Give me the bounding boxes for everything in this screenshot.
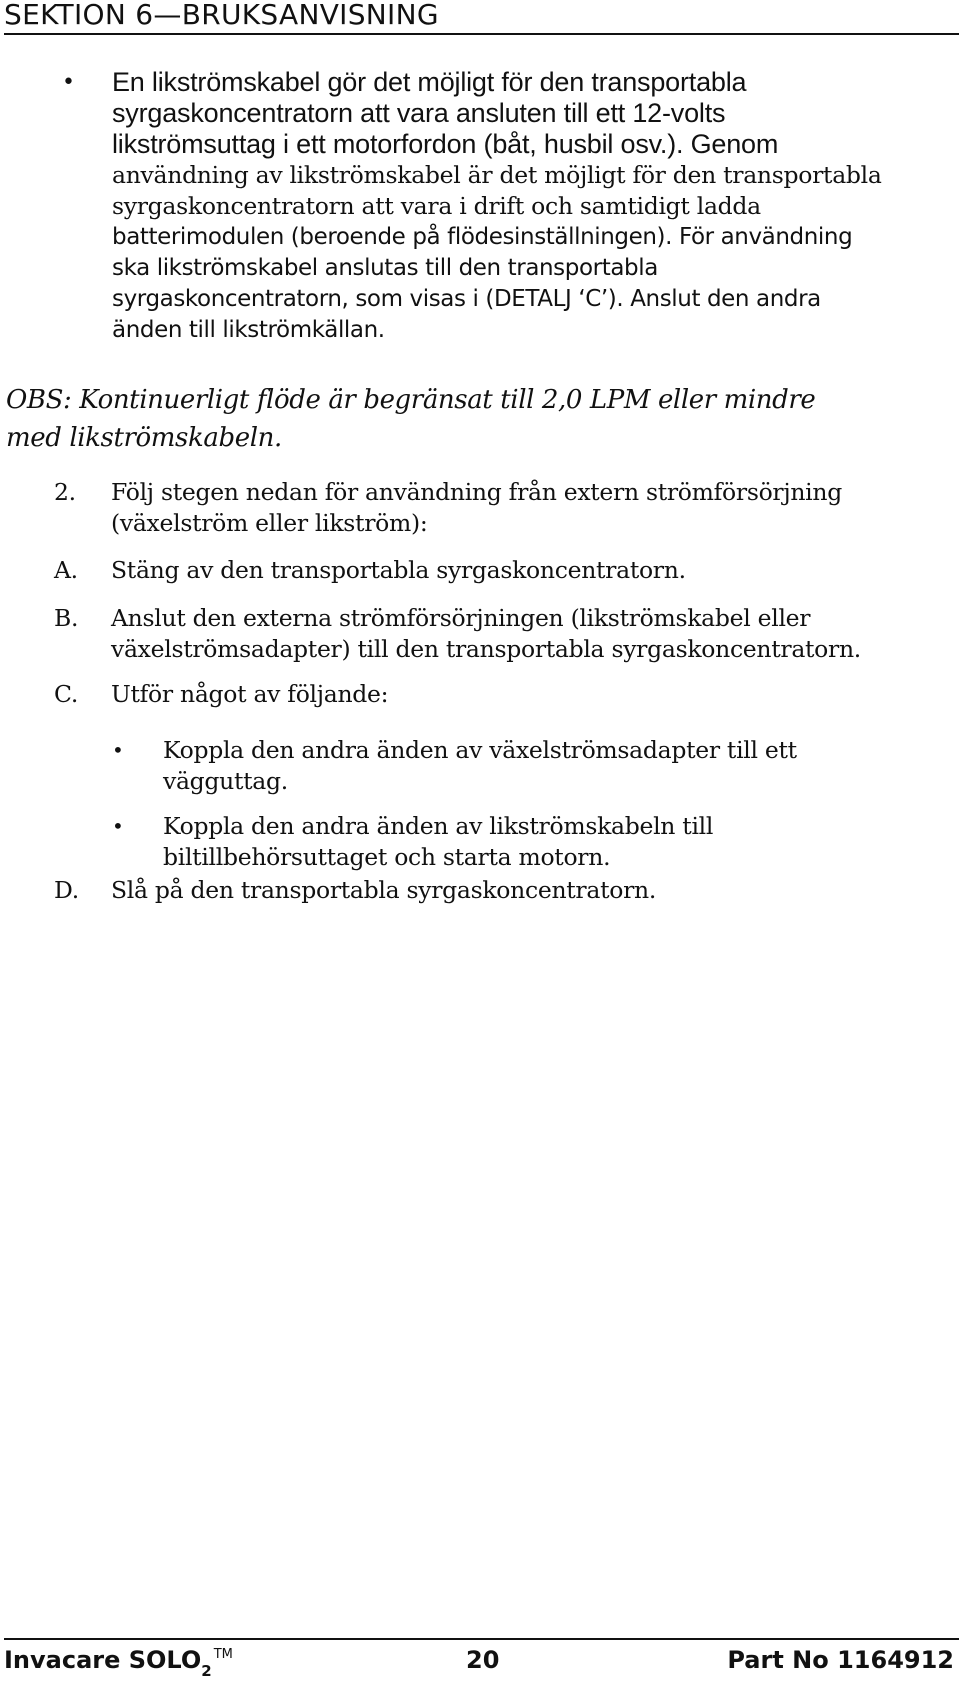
bullet-marker: • [112,738,124,762]
paragraph-line: batterimodulen (beroende på flödesinställningen). För användning [112,224,853,250]
substep-text: Slå på den transportabla syrgaskoncentratorn. [111,876,657,904]
footer-divider [4,1638,959,1640]
substep-text: Stäng av den transportabla syrgaskoncentratorn. [111,556,686,584]
page-number: 20 [466,1646,500,1674]
step-number: 2. [54,478,76,506]
footer-brand [4,1646,233,1680]
paragraph-line: En likströmskabel gör det möjligt för den transportabla [112,67,747,97]
substep-text [111,603,861,665]
paragraph-line: användning av likströmskabel är det möjligt för den transportabla [112,161,882,189]
substep-marker: D. [54,876,79,904]
substep-line: Anslut den externa strömförsörjningen (likströmskabel eller [111,604,811,632]
bullet-line: Koppla den andra änden av likströmskabeln till [163,812,714,840]
paragraph-line: syrgaskoncentratorn, som visas i (DETALJ ‘C’). Anslut den andra [112,286,821,312]
substep-marker: C. [54,680,79,708]
substep-marker: A. [54,556,78,584]
brand-subscript: 2 [201,1662,212,1680]
step-line: Följ stegen nedan för användning från extern strömförsörjning [111,478,842,506]
page-header [0,0,960,36]
note-line: OBS: Kontinuerligt flöde är begränsat till 2,0 LPM eller mindre [6,385,816,415]
note-line: med likströmskabeln. [6,423,282,453]
bullet-line: vägguttag. [163,767,288,795]
section-title: SEKTION 6—BRUKSANVISNING [4,0,439,31]
substep-line: växelströmsadapter) till den transportabla syrgaskoncentratorn. [111,635,861,663]
trademark-mark: TM [213,1647,233,1662]
bullet-line: Koppla den andra änden av växelströmsadapter till ett [163,736,797,764]
substep-text: Utför något av följande: [111,680,389,708]
note [6,381,815,457]
brand-name: Invacare SOLO [4,1646,202,1674]
header-divider [4,33,959,35]
paragraph-line: änden till likströmkällan. [112,317,385,343]
part-number: Part No 1164912 [727,1646,954,1674]
bullet-line: biltillbehörsuttaget och starta motorn. [163,843,611,871]
step-line: (växelström eller likström): [111,509,428,537]
bullet-marker: • [112,814,124,838]
bullet-text [163,735,797,797]
step-text [111,477,842,539]
substep-marker: B. [54,604,79,632]
paragraph-line: ska likströmskabel anslutas till den transportabla [112,255,658,281]
paragraph-line: syrgaskoncentratorn att vara i drift och samtidigt ladda [112,192,761,220]
bullet-text [163,811,713,873]
dc-cable-paragraph [112,67,957,346]
paragraph-line: likströmsuttag i ett motorfordon (båt, husbil osv.). Genom [112,129,779,159]
paragraph-line: syrgaskoncentratorn att vara ansluten till ett 12-volts [112,98,726,128]
bullet-marker: • [62,70,75,95]
